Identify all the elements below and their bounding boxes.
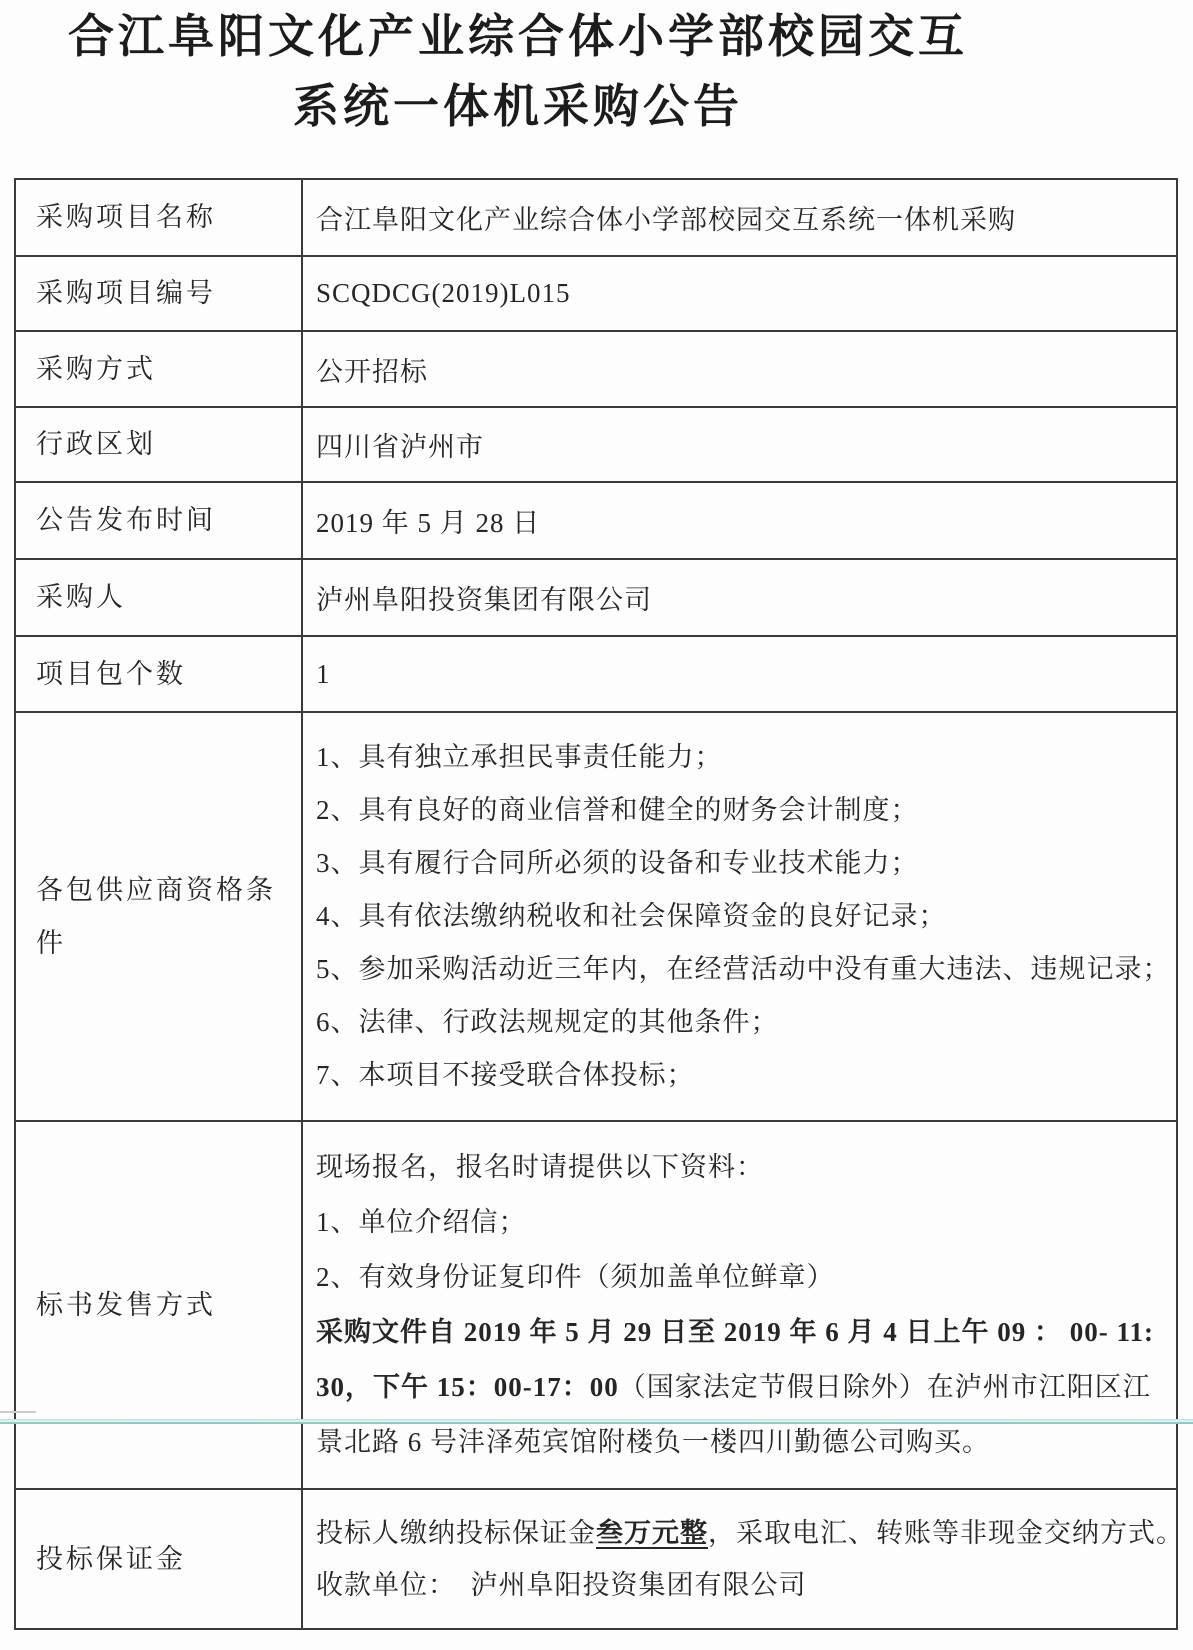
page-title (0, 2, 1036, 142)
purchase-period-bold: 30，下午 15：00-17：00 (316, 1372, 619, 1402)
purchase-period-bold: 采购文件自 2019 年 5 月 29 日至 2019 年 6 月 4 日上午 09 ： 00- 11: (316, 1317, 1154, 1347)
bid-doc-sale-purchase-line3: 景北路 6 号沣泽苑宾馆附楼负一楼四川勤德公司购买。 (316, 1427, 990, 1457)
project-number-value: SCQDCG(2019)L015 (316, 278, 571, 308)
package-count-value: 1 (316, 658, 331, 689)
admin-region-label: 行政区划 (16, 408, 303, 481)
package-count-label: 项目包个数 (16, 637, 303, 711)
bid-bond-label: 投标保证金 (16, 1490, 303, 1628)
table-row-bid-bond (16, 1490, 1184, 1628)
page-title-line1: 合江阜阳文化产业综合体小学部校园交互 (68, 11, 968, 62)
table-row-bid-doc-sale (16, 1122, 1176, 1490)
qualification-item: 6、法律、行政法规规定的其他条件； (316, 1007, 779, 1037)
qualification-item: 5、参加采购活动近三年内，在经营活动中没有重大违法、违规记录； (316, 954, 1171, 984)
bid-doc-sale-label: 标书发售方式 (16, 1122, 303, 1488)
announce-date-label: 公告发布时间 (16, 483, 303, 558)
procurement-method-value: 公开招标 (316, 356, 428, 387)
bid-doc-sale-line: 2、有效身份证复印件（须加盖单位鲜章） (316, 1262, 835, 1292)
bid-bond-prefix: 投标人缴纳投标保证金 (316, 1518, 596, 1548)
project-name-label: 采购项目名称 (16, 180, 303, 255)
qualification-item: 3、具有履行合同所必须的设备和专业技术能力； (316, 848, 919, 878)
scan-artifact-line (0, 1419, 1193, 1424)
bid-doc-sale-line: 现场报名，报名时请提供以下资料： (316, 1152, 764, 1182)
qualification-item: 7、本项目不接受联合体投标； (316, 1060, 695, 1090)
purchaser-label: 采购人 (16, 560, 303, 635)
table-row-procurement-method (16, 332, 1176, 408)
page-title-line2: 系统一体机采购公告 (293, 81, 743, 132)
procurement-table (14, 178, 1184, 1630)
table-row-purchaser (16, 560, 1176, 637)
admin-region-value: 四川省泸州市 (316, 432, 484, 462)
bid-doc-sale-line: 1、单位介绍信； (316, 1207, 527, 1237)
bid-bond-line1 (316, 1507, 1184, 1559)
bid-doc-sale-purchase-line1 (316, 1305, 1154, 1360)
procurement-method-label: 采购方式 (16, 332, 303, 406)
bid-bond-value (303, 1490, 1190, 1628)
purchaser-value: 泸州阜阳投资集团有限公司 (316, 585, 652, 615)
qualification-item: 1、具有独立承担民事责任能力； (316, 742, 723, 772)
purchase-period-rest: （国家法定节假日除外）在泸州市江阳区江 (618, 1372, 1151, 1402)
table-row-project-name (16, 180, 1176, 257)
scan-artifact-tick (0, 1411, 36, 1413)
project-number-label: 采购项目编号 (16, 257, 303, 330)
bid-doc-sale-value (303, 1122, 1176, 1488)
qualifications-label: 各包供应商资格条件 (16, 713, 303, 1120)
bid-bond-suffix: ，采取电汇、转账等非现金交纳方式。 (708, 1518, 1184, 1548)
bid-doc-sale-purchase-line2 (316, 1360, 1151, 1415)
table-row-qualifications (16, 713, 1176, 1122)
qualifications-value (303, 713, 1177, 1120)
table-row-announce-date (16, 483, 1176, 560)
bid-bond-line2: 收款单位： 泸州阜阳投资集团有限公司 (316, 1570, 807, 1600)
announce-date-value: 2019 年 5 月 28 日 (316, 508, 541, 538)
project-name-value: 合江阜阳文化产业综合体小学部校园交互系统一体机采购 (316, 205, 1016, 235)
table-row-project-number (16, 257, 1176, 332)
table-row-package-count (16, 637, 1176, 713)
qualification-item: 2、具有良好的商业信誉和健全的财务会计制度； (316, 795, 919, 825)
table-row-admin-region (16, 408, 1176, 483)
bid-bond-amount: 叁万元整 (596, 1518, 708, 1548)
qualification-item: 4、具有依法缴纳税收和社会保障资金的良好记录； (316, 901, 947, 931)
